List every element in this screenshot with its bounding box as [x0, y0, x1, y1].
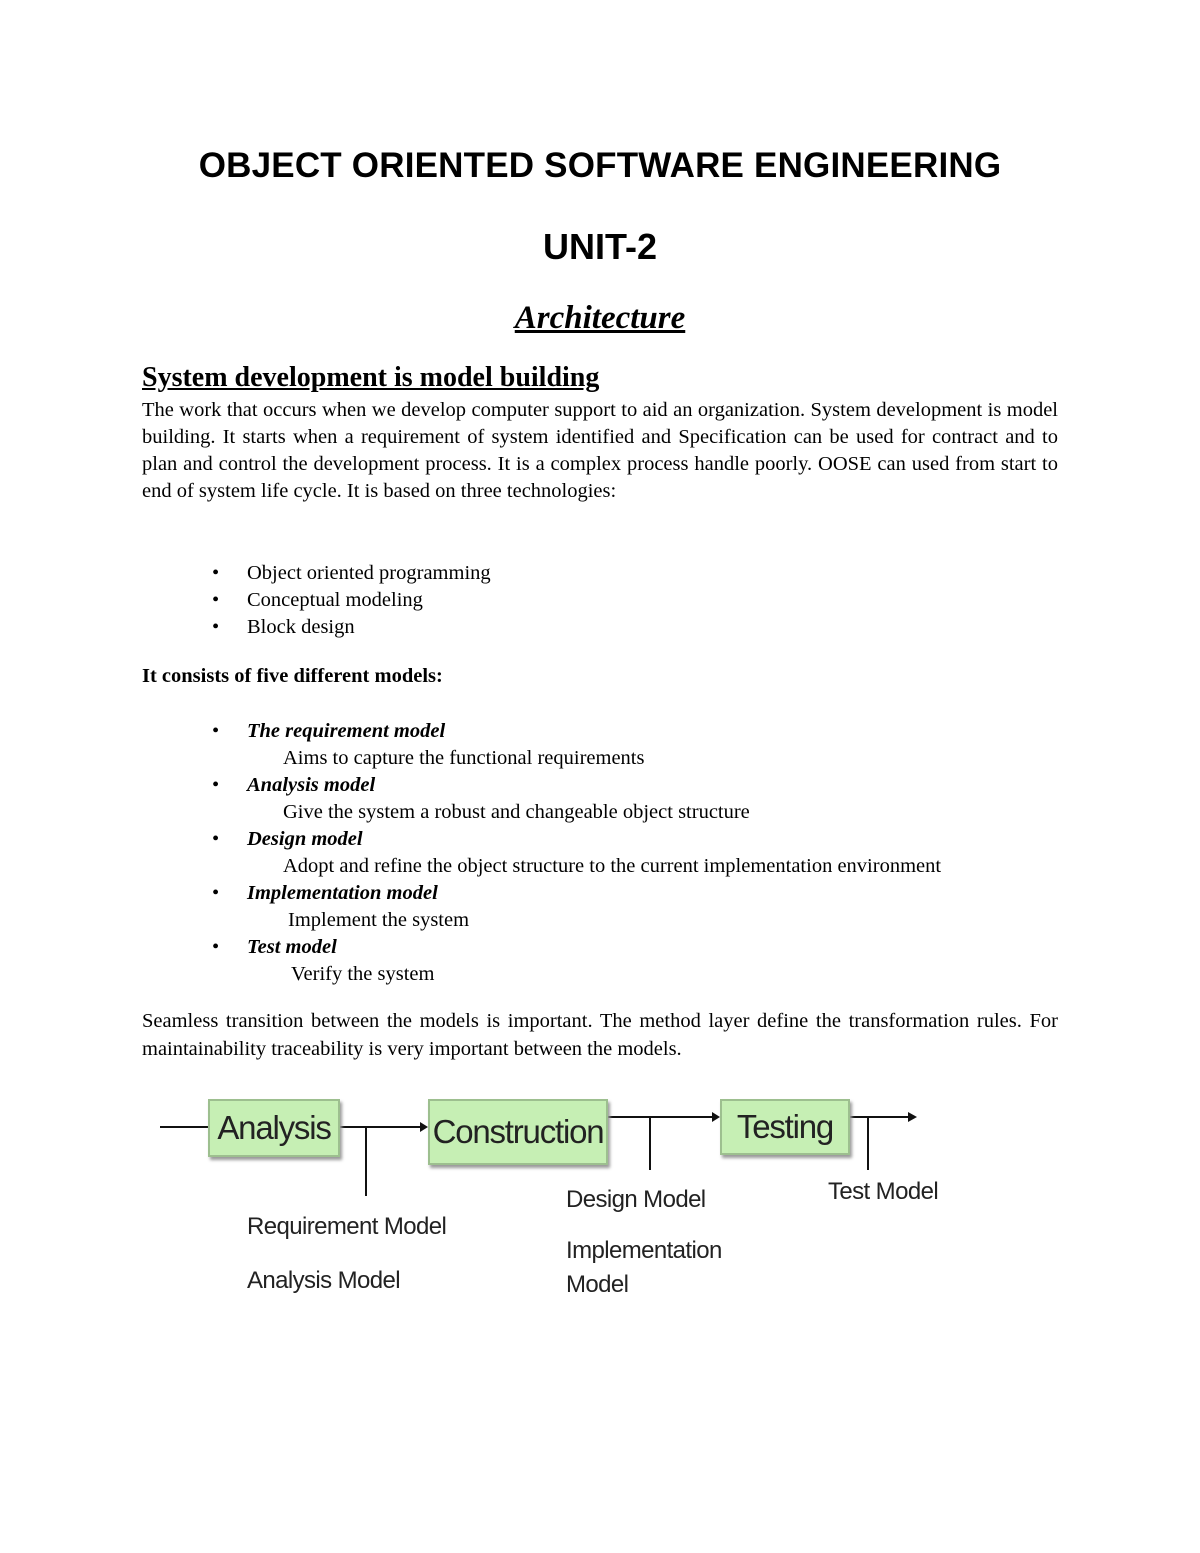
bullet-icon: • [212, 616, 220, 638]
technologies-list [142, 560, 491, 641]
stage-construction-box [428, 1099, 608, 1165]
list-item [142, 880, 941, 934]
list-item [142, 772, 941, 826]
bullet-icon: • [212, 882, 220, 904]
bullet-icon: • [212, 828, 220, 850]
technology-label: Object oriented programming [247, 562, 491, 584]
arrowhead-icon [712, 1112, 720, 1122]
model-name: Implementation model [247, 882, 438, 904]
stage-label: Construction [432, 1113, 604, 1150]
model-description: Aims to capture the functional requirements [283, 747, 645, 769]
stage-label: Testing [736, 1108, 834, 1145]
intro-paragraph: The work that occurs when we develop computer support to aid an organization. System development is model building. It starts when a requirement of system identified and Specification can be used for contract and to plan and control the development process. It is a complex process handle poorly. OOSE can used from start to end of system life cycle. It is based on three technologies: [142, 399, 1058, 502]
models-list [142, 718, 941, 988]
model-name: The requirement model [247, 720, 446, 742]
technology-label: Block design [247, 616, 355, 638]
bullet-icon: • [212, 589, 220, 611]
unit-title: UNIT-2 [542, 226, 657, 267]
technology-label: Conceptual modeling [247, 589, 423, 611]
output-label: Design Model [566, 1186, 706, 1213]
bullet-icon: • [212, 936, 220, 958]
section-heading: System development is model building [142, 362, 600, 393]
output-label: Analysis Model [247, 1267, 401, 1294]
model-name: Test model [247, 936, 337, 958]
bullet-icon: • [212, 720, 220, 742]
closing-paragraph: Seamless transition between the models is important. The method layer define the transformation rules. For maintainability traceability is very important between the models. [142, 1010, 1058, 1060]
stage-analysis-box [208, 1099, 340, 1157]
output-label: Requirement Model [247, 1213, 447, 1240]
stage-testing-box [720, 1099, 850, 1155]
model-name: Design model [247, 828, 363, 850]
output-label: Test Model [828, 1178, 939, 1205]
model-description: Implement the system [288, 909, 470, 931]
topic-heading: Architecture [514, 300, 686, 336]
model-description: Give the system a robust and changeable object structure [283, 801, 750, 823]
arrowhead-icon [208, 1122, 216, 1132]
list-item [142, 614, 491, 641]
document-title: OBJECT ORIENTED SOFTWARE ENGINEERING [198, 146, 1002, 185]
list-item [142, 934, 941, 988]
models-heading: It consists of five different models: [142, 665, 443, 687]
model-name: Analysis model [247, 774, 376, 796]
bullet-icon: • [212, 562, 220, 584]
bullet-icon: • [212, 774, 220, 796]
output-label: Implementation Model [566, 1237, 722, 1298]
arrowhead-icon [420, 1122, 428, 1132]
list-item [142, 718, 941, 772]
arrowhead-icon [908, 1112, 917, 1122]
list-item [142, 826, 941, 880]
stage-label: Analysis [217, 1109, 331, 1146]
list-item [142, 560, 491, 587]
list-item [142, 587, 491, 614]
model-description: Adopt and refine the object structure to the current implementation environment [283, 855, 942, 877]
model-description: Verify the system [291, 963, 435, 985]
